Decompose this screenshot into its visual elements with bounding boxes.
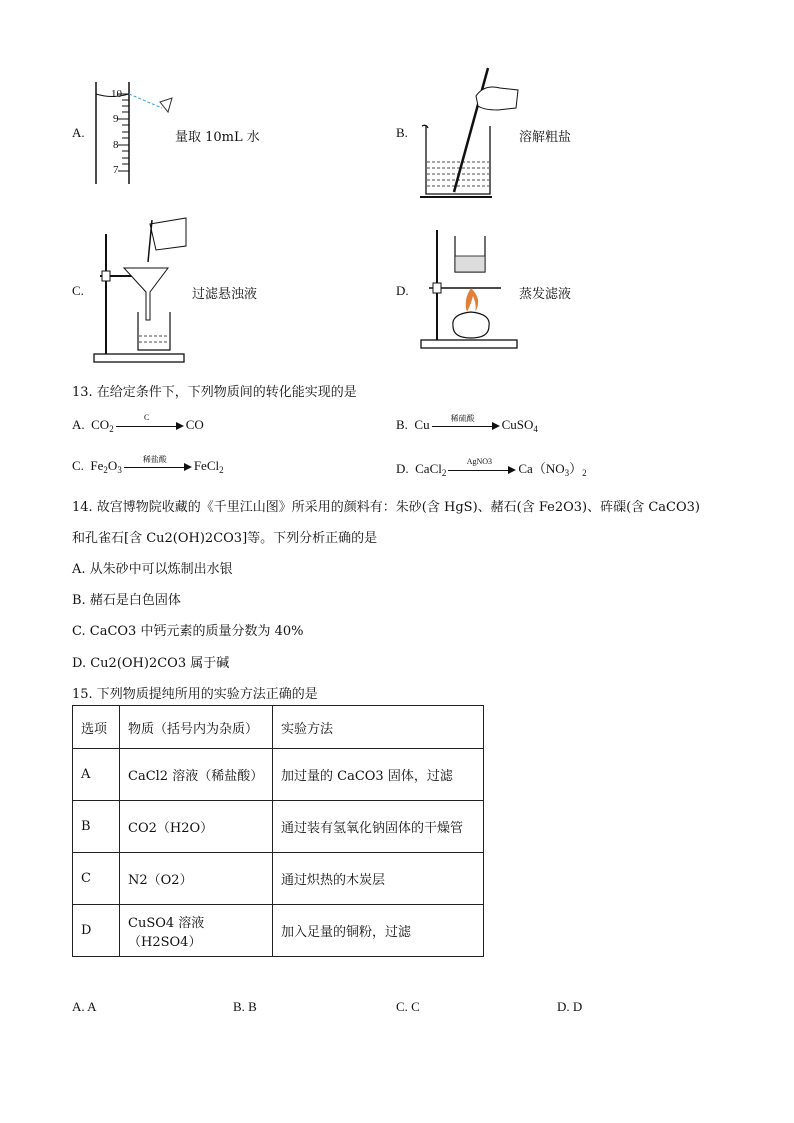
table-cell: CO2（H2O） (120, 801, 273, 853)
q15-answer-d: D. D (557, 999, 583, 1014)
q14-option-c: C. CaCO3 中钙元素的质量分数为 40% (72, 624, 304, 639)
q15-answer-b: B. B (233, 999, 257, 1014)
reaction-arrow-icon: AgNO3 (448, 463, 516, 477)
option-d-caption: 蒸发滤液 (519, 287, 572, 302)
table-header-row (73, 706, 484, 749)
q13-option-b: B. Cu 稀硫酸 CuSO$_4$ (396, 414, 538, 434)
reaction-arrow-icon: 稀盐酸 (124, 460, 192, 474)
header-cell: 实验方法 (273, 706, 484, 749)
table-cell: 通过装有氢氧化钠固体的干燥管 (273, 801, 484, 853)
header-cell: 选项 (73, 706, 120, 749)
table-cell: A (73, 749, 120, 801)
q14-stem-line2: 和孔雀石[含 Cu2(OH)2CO3]等。下列分析正确的是 (72, 531, 378, 546)
q14-stem-line1: 14. 故宫博物院收藏的《千里江山图》所采用的颜料有：朱砂(含 HgS)、赭石(含 Fe2O3)、砗磲(含 CaCO3) (72, 500, 700, 515)
table-cell: C (73, 853, 120, 905)
q14-option-d: D. Cu2(OH)2CO3 属于碱 (72, 656, 230, 671)
table-cell: N2（O2） (120, 853, 273, 905)
beaker-stirring-figure (418, 66, 528, 201)
option-b-caption: 溶解粗盐 (519, 130, 572, 145)
scale-9: 9 (113, 113, 119, 125)
scale-7: 7 (113, 164, 119, 176)
table-cell: 通过炽热的木炭层 (273, 853, 484, 905)
table-row (73, 905, 484, 957)
q15-stem: 15. 下列物质提纯所用的实验方法正确的是 (72, 687, 318, 702)
option-a-caption: 量取 10mL 水 (175, 130, 260, 145)
evaporation-figure (415, 226, 525, 356)
scale-10: 10 (111, 88, 122, 100)
table-row (73, 749, 484, 801)
table-row (73, 801, 484, 853)
table-cell: 加过量的 CaCO3 固体，过滤 (273, 749, 484, 801)
q14-option-b: B. 赭石是白色固体 (72, 593, 181, 608)
q13-option-a: A. $CO_2$ C CO (72, 413, 204, 434)
q14-option-a: A. 从朱砂中可以炼制出水银 (72, 562, 233, 577)
reaction-arrow-icon: 稀硫酸 (432, 419, 500, 433)
table-cell: D (73, 905, 120, 957)
filtration-figure (92, 212, 192, 367)
reaction-arrow-icon: C (116, 419, 184, 433)
table-cell: CuSO4 溶液（H2SO4） (120, 905, 273, 957)
table-row (73, 853, 484, 905)
q13-option-d: D. CaCl$_2$ AgNO3 $Ca(NO_3)_2$ (396, 457, 587, 478)
scale-8: 8 (113, 139, 119, 151)
q13-stem: 13. 在给定条件下，下列物质间的转化能实现的是 (72, 385, 357, 400)
option-d-letter: D. (396, 283, 409, 298)
header-cell: 物质（括号内为杂质） (120, 706, 273, 749)
option-a-letter: A. (72, 125, 85, 140)
purification-table (72, 705, 484, 957)
table-cell: 加入足量的铜粉，过滤 (273, 905, 484, 957)
option-c-letter: C. (72, 283, 84, 298)
option-c-caption: 过滤悬浊液 (192, 287, 258, 302)
option-b-letter: B. (396, 125, 408, 140)
q13-option-c: C. $Fe_2O_3$ 稀盐酸 FeCl$_2$ (72, 455, 224, 475)
table-cell: B (73, 801, 120, 853)
table-cell: CaCl2 溶液（稀盐酸） (120, 749, 273, 801)
q15-answer-c: C. C (396, 999, 420, 1014)
q15-answer-a: A. A (72, 999, 97, 1014)
